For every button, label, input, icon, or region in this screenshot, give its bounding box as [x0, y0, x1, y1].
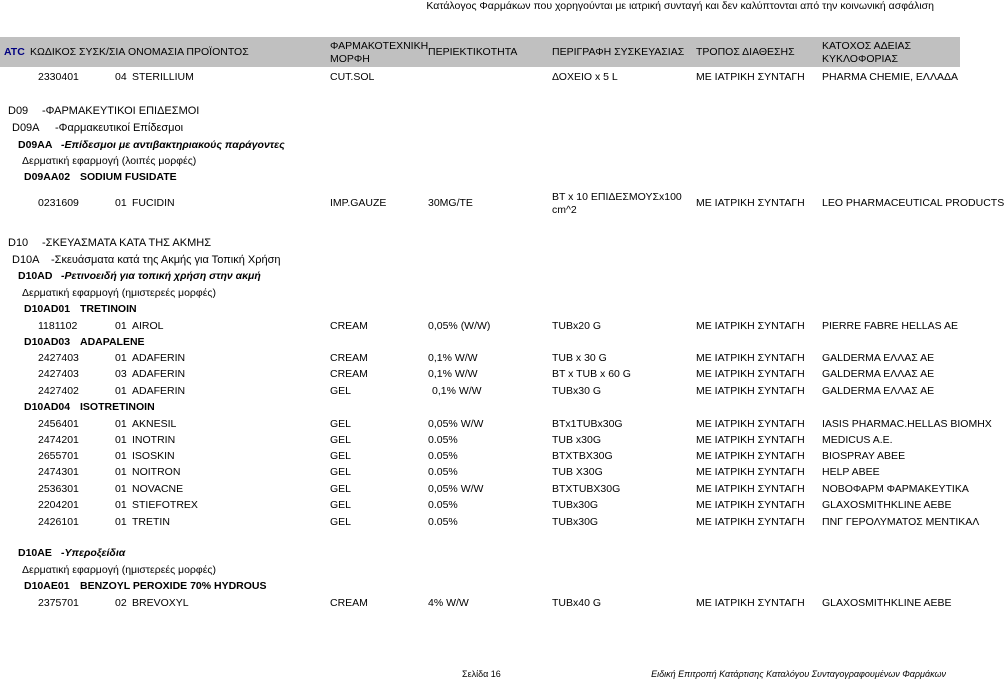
header-dispense: ΤΡΟΠΟΣ ΔΙΑΘΕΣΗΣ [696, 46, 795, 58]
cell-pack-description: BTx1TUBx30G [552, 418, 623, 430]
cell-pack: 01 [115, 352, 127, 364]
footer-organization: Ειδική Επιτροπή Κατάρτισης Καταλόγου Συνταγογραφουμένων Φαρμάκων [651, 669, 946, 679]
cell-pack: 01 [115, 466, 127, 478]
route-of-administration: Δερματική εφαρμογή (ημιστερεές μορφές) [22, 287, 216, 299]
cell-pack: 01 [115, 483, 127, 495]
cell-code: 2204201 [38, 499, 79, 511]
atc-code: D09AA [18, 139, 53, 151]
cell-pack-description-cont: cm^2 [552, 204, 577, 216]
cell-holder: GALDERMA ΕΛΛΑΣ ΑΕ [822, 352, 935, 364]
cell-dispense: ΜΕ ΙΑΤΡΙΚΗ ΣΥΝΤΑΓΗ [696, 197, 805, 209]
substance-name: ISOTRETINOIN [80, 401, 155, 413]
cell-form: CREAM [330, 320, 368, 332]
cell-pack-description: TUB X30G [552, 466, 603, 478]
cell-pack: 01 [115, 434, 127, 446]
cell-form: GEL [330, 385, 352, 397]
page-number: Σελίδα 16 [462, 669, 501, 679]
cell-form: GEL [330, 434, 352, 446]
cell-form: CUT.SOL [330, 71, 375, 83]
cell-code: 2330401 [38, 71, 79, 83]
cell-name: STERILLIUM [132, 71, 194, 83]
cell-pack: 02 [115, 597, 127, 609]
cell-dispense: ΜΕ ΙΑΤΡΙΚΗ ΣΥΝΤΑΓΗ [696, 418, 805, 430]
cell-strength: 0,1% W/W [428, 352, 478, 364]
cell-holder: GALDERMA ΕΛΛΑΣ ΑΕ [822, 385, 935, 397]
cell-strength: 0.05% [428, 450, 458, 462]
cell-strength: 0,1% W/W [432, 385, 482, 397]
cell-form: GEL [330, 418, 352, 430]
cell-code: 2426101 [38, 516, 79, 528]
header-form-line1: ΦΑΡΜΑΚΟΤΕΧΝΙΚΗ [330, 40, 429, 52]
cell-name: NOITRON [132, 466, 181, 478]
atc-code: D10AD04 [24, 401, 71, 413]
cell-name: ADAFERIN [132, 368, 186, 380]
cell-pack-description: BT x TUB x 60 G [552, 368, 631, 380]
cell-dispense: ΜΕ ΙΑΤΡΙΚΗ ΣΥΝΤΑΓΗ [696, 352, 805, 364]
cell-name: INOTRIN [132, 434, 176, 446]
cell-pack: 01 [115, 418, 127, 430]
cell-form: GEL [330, 483, 352, 495]
cell-strength: 0.05% [428, 499, 458, 511]
cell-code: 2375701 [38, 597, 79, 609]
cell-form: GEL [330, 516, 352, 528]
cell-dispense: ΜΕ ΙΑΤΡΙΚΗ ΣΥΝΤΑΓΗ [696, 71, 805, 83]
atc-code: D10 [8, 237, 29, 249]
cell-holder: BIOSPRAY ABEE [822, 450, 906, 462]
cell-dispense: ΜΕ ΙΑΤΡΙΚΗ ΣΥΝΤΑΓΗ [696, 597, 805, 609]
route-of-administration: Δερματική εφαρμογή (λοιπές μορφές) [22, 155, 197, 167]
cell-holder: GLAXOSMITHKLINE AEBE [822, 499, 952, 511]
cell-name: FUCIDIN [132, 197, 175, 209]
cell-holder: PIERRE FABRE HELLAS AE [822, 320, 958, 332]
cell-code: 2427403 [38, 368, 79, 380]
cell-strength: 0,05% W/W [428, 483, 484, 495]
document-title: Κατάλογος Φαρμάκων που χορηγούνται με ιατρική συνταγή και δεν καλύπτονται από την κοινωνική ασφάλιση [426, 0, 934, 12]
atc-code: D09AA02 [24, 171, 71, 183]
cell-code: 2655701 [38, 450, 79, 462]
atc-label: -Ρετινοειδή για τοπική χρήση στην ακμή [61, 270, 261, 282]
cell-pack-description: TUBx40 G [552, 597, 602, 609]
cell-code: 2536301 [38, 483, 79, 495]
substance-name: BENZOYL PEROXIDE 70% HYDROUS [80, 580, 267, 592]
cell-dispense: ΜΕ ΙΑΤΡΙΚΗ ΣΥΝΤΑΓΗ [696, 450, 805, 462]
cell-holder: MEDICUS A.E. [822, 434, 893, 446]
cell-pack-description: TUBx30G [552, 499, 599, 511]
cell-name: BREVOXYL [132, 597, 189, 609]
cell-pack-description: TUBx30 G [552, 385, 602, 397]
atc-label: -Φαρμακευτικοί Επίδεσμοι [55, 122, 184, 134]
cell-holder: LEO PHARMACEUTICAL PRODUCTS [822, 197, 1004, 209]
atc-label: -ΦΑΡΜΑΚΕΥΤΙΚΟΙ ΕΠΙΔΕΣΜΟΙ [42, 105, 200, 117]
atc-label: -Επίδεσμοι με αντιβακτηριακούς παράγοντες [61, 139, 285, 151]
header-code: ΚΩΔΙΚΟΣ [30, 46, 77, 58]
atc-code: D09A [12, 122, 40, 134]
header-atc: ATC [4, 46, 25, 58]
cell-pack-description: ΔΟΧΕΙΟ x 5 L [552, 71, 618, 83]
cell-form: CREAM [330, 597, 368, 609]
atc-code: D09 [8, 105, 29, 117]
cell-strength: 0,1% W/W [428, 368, 478, 380]
cell-code: 2474301 [38, 466, 79, 478]
cell-dispense: ΜΕ ΙΑΤΡΙΚΗ ΣΥΝΤΑΓΗ [696, 368, 805, 380]
cell-dispense: ΜΕ ΙΑΤΡΙΚΗ ΣΥΝΤΑΓΗ [696, 385, 805, 397]
cell-form: IMP.GAUZE [330, 197, 387, 209]
cell-dispense: ΜΕ ΙΑΤΡΙΚΗ ΣΥΝΤΑΓΗ [696, 434, 805, 446]
cell-pack-description: TUBx30G [552, 516, 599, 528]
cell-pack-description: BTXTUBX30G [552, 483, 621, 495]
header-name: ΟΝΟΜΑΣΙΑ ΠΡΟΪΟΝΤΟΣ [128, 46, 249, 58]
cell-name: ADAFERIN [132, 352, 186, 364]
header-strength: ΠΕΡΙΕΚΤΙΚΟΤΗΤΑ [428, 46, 518, 58]
cell-strength: 0,05% (W/W) [428, 320, 491, 332]
header-pack: ΣΥΣΚ/ΣΙΑ [79, 46, 126, 58]
cell-pack: 01 [115, 516, 127, 528]
cell-form: GEL [330, 499, 352, 511]
cell-pack-description: TUBx20 G [552, 320, 602, 332]
cell-code: 2456401 [38, 418, 79, 430]
cell-name: ADAFERIN [132, 385, 186, 397]
cell-holder: GALDERMA ΕΛΛΑΣ ΑΕ [822, 368, 935, 380]
cell-dispense: ΜΕ ΙΑΤΡΙΚΗ ΣΥΝΤΑΓΗ [696, 483, 805, 495]
atc-code: D10A [12, 254, 40, 266]
cell-code: 1181102 [38, 320, 78, 332]
cell-code: 0231609 [38, 197, 79, 209]
cell-holder: IASIS PHARMAC.HELLAS BIOMHX [822, 418, 992, 430]
cell-strength: 0.05% [428, 466, 458, 478]
atc-code: D10AD03 [24, 336, 71, 348]
cell-name: TRETIN [132, 516, 170, 528]
cell-holder: PHARMA CHEMIE, ΕΛΛΑΔΑ [822, 71, 958, 83]
header-form-line2: ΜΟΡΦΗ [330, 53, 370, 65]
substance-name: ADAPALENE [80, 336, 145, 348]
atc-code: D10AE01 [24, 580, 70, 592]
atc-code: D10AE [18, 547, 52, 559]
cell-holder: GLAXOSMITHKLINE AEBE [822, 597, 952, 609]
route-of-administration: Δερματική εφαρμογή (ημιστερεές μορφές) [22, 564, 216, 576]
atc-label: -Σκευάσματα κατά της Ακμής για Τοπική Χρήση [51, 254, 281, 266]
cell-pack: 03 [115, 368, 127, 380]
table-header [0, 37, 960, 67]
cell-pack-description: BTXTBX30G [552, 450, 613, 462]
cell-name: STIEFOTREX [132, 499, 198, 511]
header-holder-line1: ΚΑΤΟΧΟΣ ΑΔΕΙΑΣ [822, 40, 912, 52]
atc-label: -ΣΚΕΥΑΣΜΑΤΑ ΚΑΤΑ ΤΗΣ ΑΚΜΗΣ [42, 237, 212, 249]
cell-dispense: ΜΕ ΙΑΤΡΙΚΗ ΣΥΝΤΑΓΗ [696, 320, 805, 332]
substance-name: TRETINOIN [80, 303, 137, 315]
header-holder-line2: ΚΥΚΛΟΦΟΡΙΑΣ [822, 53, 898, 65]
cell-dispense: ΜΕ ΙΑΤΡΙΚΗ ΣΥΝΤΑΓΗ [696, 516, 805, 528]
cell-strength: 0.05% [428, 434, 458, 446]
cell-form: CREAM [330, 352, 368, 364]
cell-dispense: ΜΕ ΙΑΤΡΙΚΗ ΣΥΝΤΑΓΗ [696, 499, 805, 511]
cell-name: AKNESIL [132, 418, 177, 430]
cell-form: CREAM [330, 368, 368, 380]
cell-dispense: ΜΕ ΙΑΤΡΙΚΗ ΣΥΝΤΑΓΗ [696, 466, 805, 478]
cell-code: 2427403 [38, 352, 79, 364]
cell-pack-description: BT x 10 ΕΠΙΔΕΣΜΟΥΣx100 [552, 191, 682, 203]
cell-holder: ΝΟΒΟΦΑΡΜ ΦΑΡΜΑΚΕΥΤΙΚΑ [822, 483, 969, 495]
cell-pack-description: TUB x30G [552, 434, 602, 446]
cell-pack-description: TUB x 30 G [552, 352, 607, 364]
cell-name: AIROL [132, 320, 164, 332]
atc-label: -Υπεροξείδια [61, 547, 126, 559]
cell-strength: 4% W/W [428, 597, 469, 609]
cell-pack: 01 [115, 197, 127, 209]
cell-pack: 01 [115, 385, 127, 397]
substance-name: SODIUM FUSIDATE [80, 171, 177, 183]
cell-form: GEL [330, 466, 352, 478]
cell-name: ISOSKIN [132, 450, 175, 462]
cell-form: GEL [330, 450, 352, 462]
cell-strength: 0,05% W/W [428, 418, 484, 430]
cell-strength: 0.05% [428, 516, 458, 528]
cell-pack: 01 [115, 499, 127, 511]
cell-pack: 01 [115, 320, 127, 332]
cell-name: NOVACNE [132, 483, 184, 495]
cell-code: 2474201 [38, 434, 79, 446]
cell-holder: ΠΝΓ ΓΕΡΟΛΥΜΑΤΟΣ ΜΕΝΤΙΚΑΛ [822, 516, 980, 528]
atc-code: D10AD01 [24, 303, 71, 315]
cell-pack: 01 [115, 450, 127, 462]
cell-strength: 30MG/TE [428, 197, 473, 209]
cell-holder: HELP ABEE [822, 466, 880, 478]
cell-code: 2427402 [38, 385, 79, 397]
header-pack-description: ΠΕΡΙΓΡΑΦΗ ΣΥΣΚΕΥΑΣΙΑΣ [552, 46, 685, 58]
atc-code: D10AD [18, 270, 53, 282]
cell-pack: 04 [115, 71, 127, 83]
